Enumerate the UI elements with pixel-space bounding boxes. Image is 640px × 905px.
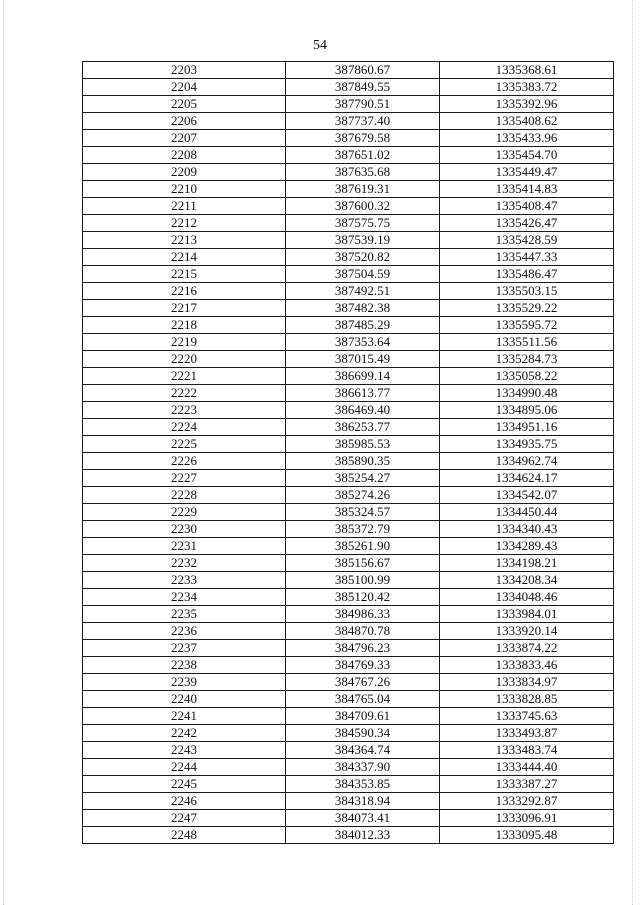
point-number-cell: 2221 xyxy=(83,368,286,385)
point-number-cell: 2220 xyxy=(83,351,286,368)
table-row xyxy=(83,453,614,470)
point-number-cell: 2222 xyxy=(83,385,286,402)
y-coordinate-cell: 1335486.47 xyxy=(440,266,614,283)
point-number-cell: 2245 xyxy=(83,776,286,793)
point-number-cell: 2237 xyxy=(83,640,286,657)
point-number-cell: 2232 xyxy=(83,555,286,572)
table-row xyxy=(83,606,614,623)
point-number-cell: 2218 xyxy=(83,317,286,334)
x-coordinate-cell: 386613.77 xyxy=(286,385,440,402)
x-coordinate-cell: 384986.33 xyxy=(286,606,440,623)
point-number-cell: 2217 xyxy=(83,300,286,317)
point-number-cell: 2216 xyxy=(83,283,286,300)
x-coordinate-cell: 384590.34 xyxy=(286,725,440,742)
table-row xyxy=(83,368,614,385)
table-row xyxy=(83,589,614,606)
table-row xyxy=(83,810,614,827)
y-coordinate-cell: 1334048.46 xyxy=(440,589,614,606)
y-coordinate-cell: 1335058.22 xyxy=(440,368,614,385)
x-coordinate-cell: 384353.85 xyxy=(286,776,440,793)
y-coordinate-cell: 1335454.70 xyxy=(440,147,614,164)
point-number-cell: 2213 xyxy=(83,232,286,249)
y-coordinate-cell: 1333745.63 xyxy=(440,708,614,725)
x-coordinate-cell: 384364.74 xyxy=(286,742,440,759)
point-number-cell: 2229 xyxy=(83,504,286,521)
table-row xyxy=(83,113,614,130)
point-number-cell: 2238 xyxy=(83,657,286,674)
y-coordinate-cell: 1333828.85 xyxy=(440,691,614,708)
point-number-cell: 2248 xyxy=(83,827,286,844)
point-number-cell: 2214 xyxy=(83,249,286,266)
point-number-cell: 2246 xyxy=(83,793,286,810)
y-coordinate-cell: 1334289.43 xyxy=(440,538,614,555)
point-number-cell: 2231 xyxy=(83,538,286,555)
point-number-cell: 2215 xyxy=(83,266,286,283)
x-coordinate-cell: 384796.23 xyxy=(286,640,440,657)
y-coordinate-cell: 1334208.34 xyxy=(440,572,614,589)
y-coordinate-cell: 1335503.15 xyxy=(440,283,614,300)
point-number-cell: 2204 xyxy=(83,79,286,96)
x-coordinate-cell: 387790.51 xyxy=(286,96,440,113)
y-coordinate-cell: 1335408.62 xyxy=(440,113,614,130)
y-coordinate-cell: 1335433.96 xyxy=(440,130,614,147)
x-coordinate-cell: 387600.32 xyxy=(286,198,440,215)
point-number-cell: 2207 xyxy=(83,130,286,147)
point-number-cell: 2208 xyxy=(83,147,286,164)
x-coordinate-cell: 384765.04 xyxy=(286,691,440,708)
x-coordinate-cell: 384769.33 xyxy=(286,657,440,674)
table-row xyxy=(83,504,614,521)
table-row xyxy=(83,827,614,844)
point-number-cell: 2244 xyxy=(83,759,286,776)
x-coordinate-cell: 385985.53 xyxy=(286,436,440,453)
y-coordinate-cell: 1335383.72 xyxy=(440,79,614,96)
point-number-cell: 2240 xyxy=(83,691,286,708)
y-coordinate-cell: 1333493.87 xyxy=(440,725,614,742)
table-row xyxy=(83,521,614,538)
x-coordinate-cell: 387353.64 xyxy=(286,334,440,351)
table-row xyxy=(83,691,614,708)
table-row xyxy=(83,657,614,674)
table-row xyxy=(83,572,614,589)
point-number-cell: 2247 xyxy=(83,810,286,827)
y-coordinate-cell: 1334450.44 xyxy=(440,504,614,521)
y-coordinate-cell: 1335426.47 xyxy=(440,215,614,232)
table-row xyxy=(83,555,614,572)
coordinates-table xyxy=(82,61,614,844)
x-coordinate-cell: 384012.33 xyxy=(286,827,440,844)
y-coordinate-cell: 1333095.48 xyxy=(440,827,614,844)
x-coordinate-cell: 386253.77 xyxy=(286,419,440,436)
table-row xyxy=(83,79,614,96)
table-row xyxy=(83,674,614,691)
y-coordinate-cell: 1334990.48 xyxy=(440,385,614,402)
table-row xyxy=(83,470,614,487)
table-row xyxy=(83,249,614,266)
point-number-cell: 2227 xyxy=(83,470,286,487)
table-row xyxy=(83,317,614,334)
table-row xyxy=(83,487,614,504)
x-coordinate-cell: 384337.90 xyxy=(286,759,440,776)
point-number-cell: 2233 xyxy=(83,572,286,589)
point-number-cell: 2235 xyxy=(83,606,286,623)
y-coordinate-cell: 1334542.07 xyxy=(440,487,614,504)
x-coordinate-cell: 386469.40 xyxy=(286,402,440,419)
y-coordinate-cell: 1335284.73 xyxy=(440,351,614,368)
point-number-cell: 2219 xyxy=(83,334,286,351)
x-coordinate-cell: 385372.79 xyxy=(286,521,440,538)
x-coordinate-cell: 385120.42 xyxy=(286,589,440,606)
y-coordinate-cell: 1334951.16 xyxy=(440,419,614,436)
x-coordinate-cell: 384870.78 xyxy=(286,623,440,640)
table-row xyxy=(83,130,614,147)
x-coordinate-cell: 387849.55 xyxy=(286,79,440,96)
y-coordinate-cell: 1334340.43 xyxy=(440,521,614,538)
y-coordinate-cell: 1333444.40 xyxy=(440,759,614,776)
table-row xyxy=(83,708,614,725)
x-coordinate-cell: 387679.58 xyxy=(286,130,440,147)
table-row xyxy=(83,725,614,742)
y-coordinate-cell: 1333292.87 xyxy=(440,793,614,810)
y-coordinate-cell: 1335368.61 xyxy=(440,62,614,79)
x-coordinate-cell: 387520.82 xyxy=(286,249,440,266)
point-number-cell: 2242 xyxy=(83,725,286,742)
x-coordinate-cell: 387575.75 xyxy=(286,215,440,232)
point-number-cell: 2209 xyxy=(83,164,286,181)
table-row xyxy=(83,283,614,300)
table-row xyxy=(83,538,614,555)
table-row xyxy=(83,623,614,640)
table-row xyxy=(83,164,614,181)
table-row xyxy=(83,351,614,368)
y-coordinate-cell: 1333920.14 xyxy=(440,623,614,640)
y-coordinate-cell: 1334624.17 xyxy=(440,470,614,487)
x-coordinate-cell: 387737.40 xyxy=(286,113,440,130)
table-row xyxy=(83,266,614,283)
table-row xyxy=(83,198,614,215)
y-coordinate-cell: 1333483.74 xyxy=(440,742,614,759)
table-row xyxy=(83,385,614,402)
table-row xyxy=(83,436,614,453)
y-coordinate-cell: 1334962.74 xyxy=(440,453,614,470)
x-coordinate-cell: 387539.19 xyxy=(286,232,440,249)
x-coordinate-cell: 387651.02 xyxy=(286,147,440,164)
y-coordinate-cell: 1335392.96 xyxy=(440,96,614,113)
table-row xyxy=(83,232,614,249)
x-coordinate-cell: 385324.57 xyxy=(286,504,440,521)
x-coordinate-cell: 385100.99 xyxy=(286,572,440,589)
x-coordinate-cell: 385274.26 xyxy=(286,487,440,504)
point-number-cell: 2225 xyxy=(83,436,286,453)
x-coordinate-cell: 387485.29 xyxy=(286,317,440,334)
x-coordinate-cell: 386699.14 xyxy=(286,368,440,385)
x-coordinate-cell: 384767.26 xyxy=(286,674,440,691)
table-row xyxy=(83,215,614,232)
x-coordinate-cell: 384318.94 xyxy=(286,793,440,810)
point-number-cell: 2211 xyxy=(83,198,286,215)
y-coordinate-cell: 1333874.22 xyxy=(440,640,614,657)
x-coordinate-cell: 387492.51 xyxy=(286,283,440,300)
y-coordinate-cell: 1334895.06 xyxy=(440,402,614,419)
x-coordinate-cell: 387482.38 xyxy=(286,300,440,317)
y-coordinate-cell: 1335511.56 xyxy=(440,334,614,351)
point-number-cell: 2226 xyxy=(83,453,286,470)
x-coordinate-cell: 385261.90 xyxy=(286,538,440,555)
x-coordinate-cell: 384709.61 xyxy=(286,708,440,725)
point-number-cell: 2243 xyxy=(83,742,286,759)
point-number-cell: 2224 xyxy=(83,419,286,436)
table-row xyxy=(83,419,614,436)
x-coordinate-cell: 384073.41 xyxy=(286,810,440,827)
table-row xyxy=(83,334,614,351)
table-row xyxy=(83,776,614,793)
y-coordinate-cell: 1334935.75 xyxy=(440,436,614,453)
point-number-cell: 2230 xyxy=(83,521,286,538)
y-coordinate-cell: 1333984.01 xyxy=(440,606,614,623)
point-number-cell: 2205 xyxy=(83,96,286,113)
point-number-cell: 2210 xyxy=(83,181,286,198)
y-coordinate-cell: 1335447.33 xyxy=(440,249,614,266)
page-number: 54 xyxy=(313,38,327,53)
y-coordinate-cell: 1333387.27 xyxy=(440,776,614,793)
table-row xyxy=(83,300,614,317)
table-row xyxy=(83,402,614,419)
y-coordinate-cell: 1335408.47 xyxy=(440,198,614,215)
y-coordinate-cell: 1333096.91 xyxy=(440,810,614,827)
x-coordinate-cell: 387635.68 xyxy=(286,164,440,181)
x-coordinate-cell: 387504.59 xyxy=(286,266,440,283)
y-coordinate-cell: 1335414.83 xyxy=(440,181,614,198)
table-row xyxy=(83,62,614,79)
table-row xyxy=(83,742,614,759)
point-number-cell: 2241 xyxy=(83,708,286,725)
table-row xyxy=(83,147,614,164)
table-row xyxy=(83,793,614,810)
table-row xyxy=(83,640,614,657)
point-number-cell: 2223 xyxy=(83,402,286,419)
x-coordinate-cell: 385890.35 xyxy=(286,453,440,470)
point-number-cell: 2234 xyxy=(83,589,286,606)
y-coordinate-cell: 1335529.22 xyxy=(440,300,614,317)
point-number-cell: 2212 xyxy=(83,215,286,232)
y-coordinate-cell: 1334198.21 xyxy=(440,555,614,572)
x-coordinate-cell: 387015.49 xyxy=(286,351,440,368)
x-coordinate-cell: 387619.31 xyxy=(286,181,440,198)
point-number-cell: 2239 xyxy=(83,674,286,691)
scan-edge-right xyxy=(632,0,634,905)
y-coordinate-cell: 1335595.72 xyxy=(440,317,614,334)
point-number-cell: 2206 xyxy=(83,113,286,130)
coordinates-table-body xyxy=(83,62,614,844)
x-coordinate-cell: 385156.67 xyxy=(286,555,440,572)
x-coordinate-cell: 385254.27 xyxy=(286,470,440,487)
scan-edge-left xyxy=(3,0,5,905)
point-number-cell: 2236 xyxy=(83,623,286,640)
point-number-cell: 2228 xyxy=(83,487,286,504)
y-coordinate-cell: 1333833.46 xyxy=(440,657,614,674)
x-coordinate-cell: 387860.67 xyxy=(286,62,440,79)
y-coordinate-cell: 1335449.47 xyxy=(440,164,614,181)
table-row xyxy=(83,181,614,198)
table-row xyxy=(83,759,614,776)
table-row xyxy=(83,96,614,113)
point-number-cell: 2203 xyxy=(83,62,286,79)
y-coordinate-cell: 1333834.97 xyxy=(440,674,614,691)
y-coordinate-cell: 1335428.59 xyxy=(440,232,614,249)
